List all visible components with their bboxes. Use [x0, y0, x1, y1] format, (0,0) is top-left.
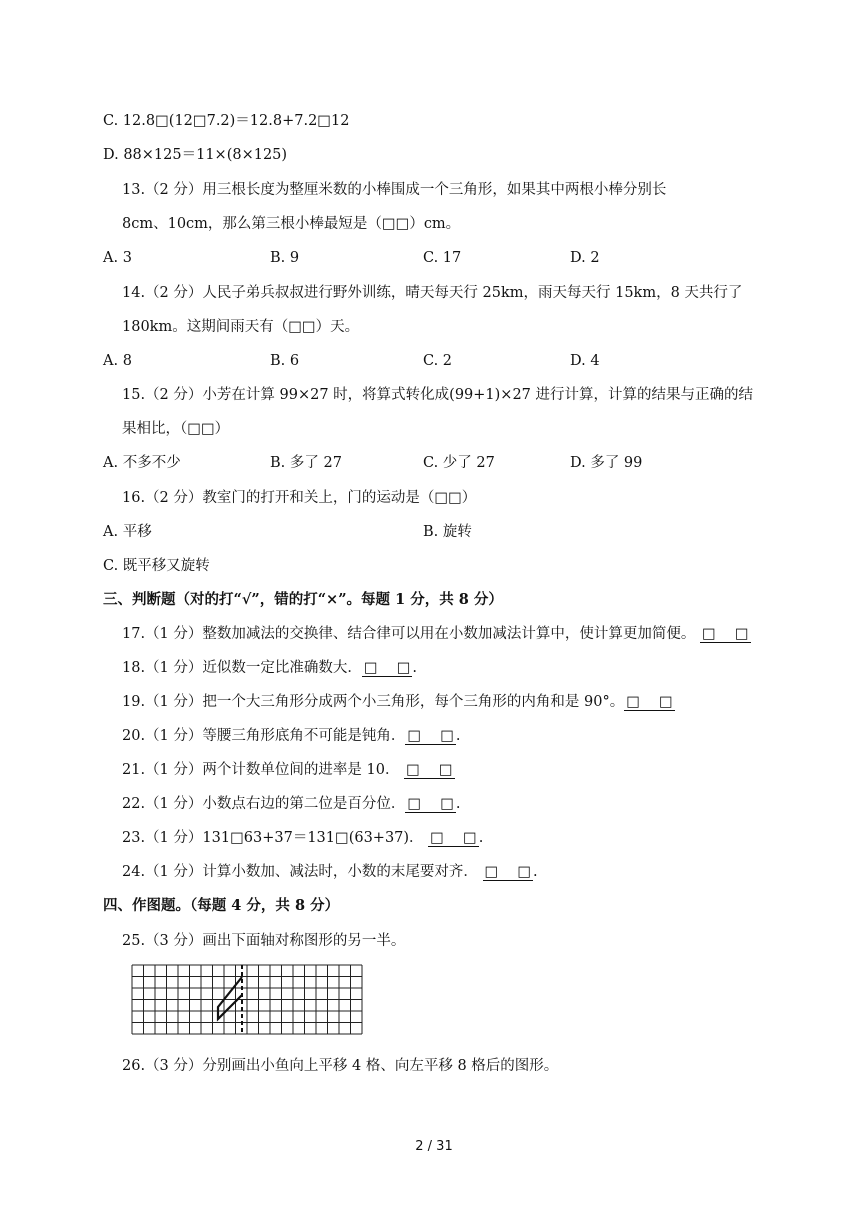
q13-option-b: B. 9 [270, 250, 300, 266]
q18-answer-blank[interactable]: □ □ [363, 660, 411, 676]
q23-text: 23.（1 分）131□63+37＝131□(63+37)． [122, 830, 424, 846]
q16-option-a: A. 平移 [103, 524, 152, 540]
q14-text-2: 180km。这期间雨天有（□□）天。 [122, 319, 360, 335]
q21-text: 21.（1 分）两个计数单位间的进率是 10． [122, 762, 400, 778]
q22-text: 22.（1 分）小数点右边的第二位是百分位． [122, 796, 406, 812]
q16-option-b: B. 旋转 [423, 524, 472, 540]
section-3-heading: 三、判断题（对的打“√”，错的打“×”。每题 1 分，共 8 分） [103, 591, 503, 608]
q26-text: 26.（3 分）分别画出小鱼向上平移 4 格、向左平移 8 格后的图形。 [122, 1058, 559, 1074]
q13-option-c: C. 17 [423, 250, 462, 266]
q17-row [122, 624, 751, 644]
q24-answer-blank[interactable]: □ □ [484, 864, 532, 880]
q20-answer-blank[interactable]: □ □ [407, 728, 454, 744]
section-4-heading: 四、作图题。（每题 4 分，共 8 分） [103, 897, 340, 914]
q23-answer-blank[interactable]: □ □ [430, 830, 477, 846]
q19-text: 19.（1 分）把一个大三角形分成两个小三角形，每个三角形的内角和是 90°。 [122, 694, 625, 710]
q15-text-2: 果相比，（□□） [122, 421, 230, 437]
symmetry-grid-figure [130, 961, 366, 1039]
q15-text-1: 15.（2 分）小芳在计算 99×27 时，将算式转化成(99+1)×27 进行计算，计算的结果与正确的结 [122, 387, 754, 403]
q12-option-d: D. 88×125＝11×(8×125) [103, 147, 288, 163]
q14-option-d: D. 4 [570, 353, 600, 369]
q13-option-a: A. 3 [103, 250, 132, 266]
q16-option-c: C. 既平移又旋转 [103, 558, 210, 574]
q14-option-c: C. 2 [423, 353, 453, 369]
q21-answer-blank[interactable]: □ □ [406, 762, 453, 778]
q20-row: 20.（1 分）等腰三角形底角不可能是钝角． □ □ . [122, 728, 461, 744]
q24-row: 24.（1 分）计算小数加、减法时，小数的末尾要对齐． □ □ . [122, 864, 538, 880]
page-number: 2 / 31 [415, 1139, 453, 1154]
q15-option-a: A. 不多不少 [103, 455, 181, 471]
q23-row: 23.（1 分）131□63+37＝131□(63+37)． □ □ . [122, 830, 484, 846]
q20-text: 20.（1 分）等腰三角形底角不可能是钝角． [122, 728, 406, 744]
q18-text: 18.（1 分）近似数一定比准确数大． [122, 660, 362, 676]
q14-option-b: B. 6 [270, 353, 300, 369]
q16-text: 16.（2 分）教室门的打开和关上，门的运动是（□□） [122, 490, 477, 506]
q19-answer-blank[interactable]: □ □ [626, 694, 673, 710]
q25-text: 25.（3 分）画出下面轴对称图形的另一半。 [122, 933, 406, 949]
q13-text-2: 8cm、10cm，那么第三根小棒最短是（□□）cm。 [122, 216, 461, 232]
q14-text-1: 14.（2 分）人民子弟兵叔叔进行野外训练，晴天每天行 25km，雨天每天行 15km，8 天共行了 [122, 285, 743, 301]
q13-option-d: D. 2 [570, 250, 600, 266]
q19-row [122, 692, 675, 712]
q22-row: 22.（1 分）小数点右边的第二位是百分位． □ □ . [122, 796, 461, 812]
grid-lines [132, 965, 362, 1034]
q14-option-a: A. 8 [103, 353, 132, 369]
q22-answer-blank[interactable]: □ □ [407, 796, 454, 812]
q15-option-c: C. 少了 27 [423, 455, 495, 471]
q17-answer-blank[interactable]: □ □ [702, 626, 749, 642]
q13-text-1: 13.（2 分）用三根长度为整厘米数的小棒围成一个三角形，如果其中两根小棒分别长 [122, 182, 667, 198]
q15-option-d: D. 多了 99 [570, 455, 643, 471]
q18-row: 18.（1 分）近似数一定比准确数大． □ □ . [122, 660, 418, 676]
q12-option-c: C. 12.8□(12□7.2)＝12.8+7.2□12 [103, 113, 350, 129]
q21-row [122, 760, 455, 780]
q24-text: 24.（1 分）计算小数加、减法时，小数的末尾要对齐． [122, 864, 478, 880]
q17-text: 17.（1 分）整数加减法的交换律、结合律可以用在小数加减法计算中，使计算更加简便。 [122, 626, 696, 642]
half-figure [218, 977, 242, 1019]
q15-option-b: B. 多了 27 [270, 455, 342, 471]
